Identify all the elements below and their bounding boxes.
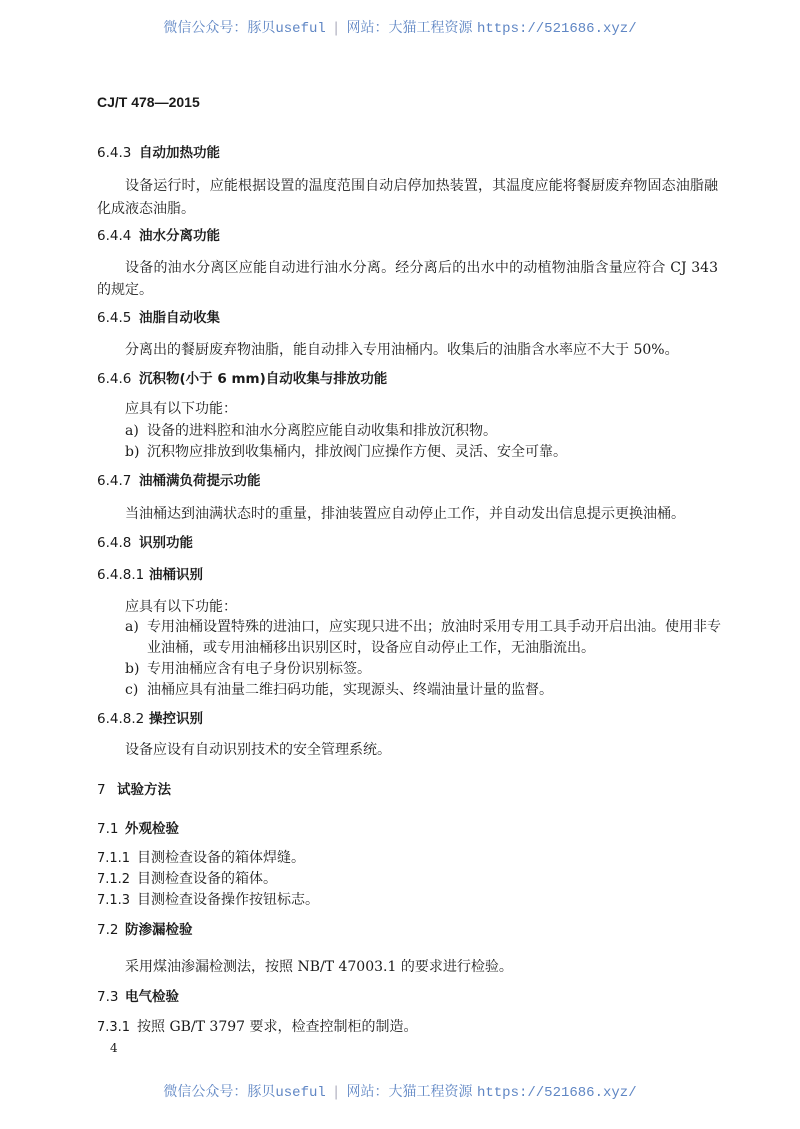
clause-text: 按照 GB/T 3797 要求，检查控制柜的制造。 xyxy=(137,1019,418,1035)
paragraph-line: 采用煤油渗漏检测法，按照 NB/T 47003.1 的要求进行检验。 xyxy=(125,959,513,975)
heading-6-4-8-1 xyxy=(97,566,203,584)
heading-6-4-4 xyxy=(97,227,220,245)
section-title: 试验方法 xyxy=(117,782,171,798)
watermark-bottom xyxy=(0,1081,800,1101)
section-number: 6.4.7 xyxy=(97,473,132,489)
section-title: 识别功能 xyxy=(139,535,193,551)
list-item xyxy=(125,618,721,636)
paragraph-line: 设备运行时，应能根据设置的温度范围自动启停加热装置，其温度应能将餐厨废弃物固态油脂融 xyxy=(125,178,718,194)
list-item xyxy=(125,443,567,461)
section-title: 油桶满负荷提示功能 xyxy=(139,473,261,489)
clause-7-3-1 xyxy=(97,1018,418,1037)
list-marker: c) xyxy=(125,682,139,698)
paragraph-line: 分离出的餐厨废弃物油脂，能自动排入专用油桶内。收集后的油脂含水率应不大于 50%。 xyxy=(125,342,679,358)
list-text: 油桶应具有油量二维扫码功能，实现源头、终端油量计量的监督。 xyxy=(147,682,553,698)
heading-7-2 xyxy=(97,921,193,939)
watermark-top xyxy=(0,17,800,37)
list-text: 设备的进料腔和油水分离腔应能自动收集和排放沉积物。 xyxy=(147,423,497,439)
watermark-text: 微信公众号：豚贝 xyxy=(163,20,276,36)
heading-6-4-5 xyxy=(97,309,220,327)
section-number: 6.4.4 xyxy=(97,228,132,244)
heading-6-4-7 xyxy=(97,472,261,490)
section-title: 油脂自动收集 xyxy=(139,310,220,326)
list-marker: b) xyxy=(125,661,140,677)
heading-7 xyxy=(97,781,171,799)
section-title: 电气检验 xyxy=(125,989,179,1005)
section-title: 外观检验 xyxy=(125,821,179,837)
watermark-url[interactable]: https://521686.xyz/ xyxy=(476,1085,637,1101)
section-title: 油水分离功能 xyxy=(139,228,220,244)
section-number: 6.4.8 xyxy=(97,535,132,551)
watermark-site: 网站：大猫工程资源 xyxy=(346,20,477,36)
section-number: 7.3 xyxy=(97,989,119,1005)
watermark-brand: useful xyxy=(275,21,326,37)
watermark-text: 微信公众号：豚贝 xyxy=(163,1084,276,1100)
clause-number: 7.3.1 xyxy=(97,1020,131,1035)
clause-7-1-3 xyxy=(97,891,319,910)
section-number: 7.2 xyxy=(97,922,119,938)
watermark-separator: | xyxy=(333,1084,339,1100)
heading-6-4-8-2 xyxy=(97,710,203,728)
clause-text: 目测检查设备的箱体焊缝。 xyxy=(137,850,305,866)
list-intro: 应具有以下功能： xyxy=(125,599,237,615)
list-text: 专用油桶设置特殊的进油口，应实现只进不出；放油时采用专用工具手动开启出油。使用非专 xyxy=(147,619,721,635)
clause-text: 目测检查设备操作按钮标志。 xyxy=(137,892,319,908)
heading-6-4-8 xyxy=(97,534,193,552)
list-marker: a) xyxy=(125,423,139,439)
paragraph-line: 设备应设有自动识别技术的安全管理系统。 xyxy=(125,742,391,758)
paragraph-line: 设备的油水分离区应能自动进行油水分离。经分离后的出水中的动植物油脂含量应符合 CJ 343 xyxy=(125,260,718,276)
section-title: 自动加热功能 xyxy=(139,145,220,161)
heading-7-1 xyxy=(97,820,179,838)
list-marker: a) xyxy=(125,619,139,635)
section-number: 6.4.8.1 xyxy=(97,567,145,583)
list-text-continued: 业油桶，或专用油桶移出识别区时，设备应自动停止工作，无油脂流出。 xyxy=(147,640,595,656)
section-title: 油桶识别 xyxy=(149,567,203,583)
section-number: 7 xyxy=(97,782,106,798)
section-title: 防渗漏检验 xyxy=(125,922,193,938)
clause-number: 7.1.3 xyxy=(97,893,131,908)
list-text: 专用油桶应含有电子身份识别标签。 xyxy=(147,661,371,677)
page-number: 4 xyxy=(110,1041,118,1055)
clause-7-1-1 xyxy=(97,849,305,868)
section-title: 沉积物(小于 6 mm)自动收集与排放功能 xyxy=(139,371,388,387)
section-number: 6.4.5 xyxy=(97,310,132,326)
doc-number: CJ/T 478—2015 xyxy=(97,94,200,110)
watermark-separator: | xyxy=(333,20,339,36)
list-text: 沉积物应排放到收集桶内，排放阀门应操作方便、灵活、安全可靠。 xyxy=(147,444,567,460)
heading-6-4-3 xyxy=(97,144,220,162)
list-item xyxy=(125,681,553,699)
watermark-url[interactable]: https://521686.xyz/ xyxy=(476,21,637,37)
clause-number: 7.1.2 xyxy=(97,872,131,887)
section-number: 6.4.8.2 xyxy=(97,711,145,727)
clause-number: 7.1.1 xyxy=(97,851,131,866)
paragraph-line: 的规定。 xyxy=(97,282,153,298)
paragraph-line: 当油桶达到油满状态时的重量，排油装置应自动停止工作，并自动发出信息提示更换油桶。 xyxy=(125,506,685,522)
list-item xyxy=(125,422,497,440)
clause-7-1-2 xyxy=(97,870,277,889)
list-marker: b) xyxy=(125,444,140,460)
section-number: 7.1 xyxy=(97,821,119,837)
section-number: 6.4.3 xyxy=(97,145,132,161)
list-intro: 应具有以下功能： xyxy=(125,401,237,417)
clause-text: 目测检查设备的箱体。 xyxy=(137,871,277,887)
list-item xyxy=(125,660,371,678)
section-title: 操控识别 xyxy=(149,711,203,727)
watermark-brand: useful xyxy=(275,1085,326,1101)
heading-6-4-6 xyxy=(97,370,387,388)
watermark-site: 网站：大猫工程资源 xyxy=(346,1084,477,1100)
heading-7-3 xyxy=(97,988,179,1006)
section-number: 6.4.6 xyxy=(97,371,132,387)
paragraph-line: 化成液态油脂。 xyxy=(97,201,195,217)
